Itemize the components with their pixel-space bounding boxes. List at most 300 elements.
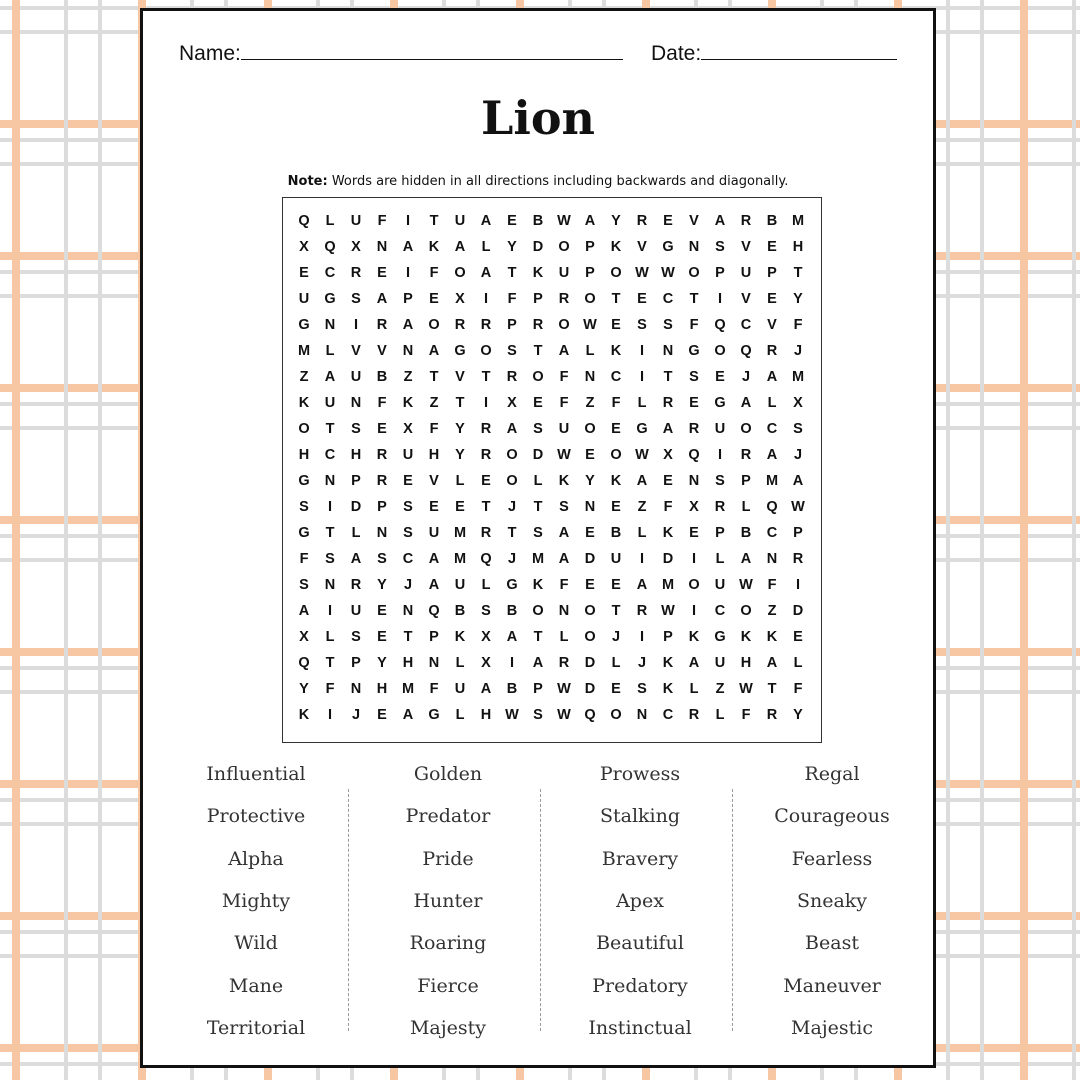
grid-letter[interactable]: A xyxy=(766,369,778,385)
grid-letter[interactable]: K xyxy=(428,239,440,255)
grid-letter[interactable]: T xyxy=(767,681,777,697)
name-field[interactable] xyxy=(179,39,623,66)
name-blank-line[interactable] xyxy=(241,39,623,60)
grid-letter[interactable]: X xyxy=(299,239,309,255)
grid-letter[interactable]: S xyxy=(325,551,335,567)
grid-letter[interactable]: G xyxy=(454,343,466,359)
grid-letter[interactable]: O xyxy=(584,291,596,307)
grid-letter[interactable]: A xyxy=(662,421,674,437)
grid-letter[interactable]: U xyxy=(350,603,362,619)
grid-letter[interactable]: N xyxy=(558,603,570,619)
grid-letter[interactable]: C xyxy=(610,369,622,385)
grid-letter[interactable]: W xyxy=(557,447,571,463)
grid-letter[interactable]: A xyxy=(766,447,778,463)
grid-letter[interactable]: A xyxy=(584,213,596,229)
grid-letter[interactable]: H xyxy=(792,239,804,255)
grid-letter[interactable]: M xyxy=(453,525,467,541)
grid-letter[interactable]: T xyxy=(455,395,465,411)
grid-letter[interactable]: F xyxy=(429,681,439,697)
grid-letter[interactable]: L xyxy=(325,629,335,645)
grid-letter[interactable]: X xyxy=(793,395,803,411)
grid-letter[interactable]: K xyxy=(610,239,622,255)
grid-letter[interactable]: D xyxy=(532,447,544,463)
grid-letter[interactable]: A xyxy=(480,681,492,697)
grid-letter[interactable]: U xyxy=(454,213,466,229)
grid-letter[interactable]: N xyxy=(766,551,778,567)
grid-letter[interactable]: V xyxy=(455,369,465,385)
grid-letter[interactable]: E xyxy=(663,213,673,229)
grid-letter[interactable]: L xyxy=(611,655,621,671)
grid-letter[interactable]: E xyxy=(767,239,777,255)
grid-letter[interactable]: E xyxy=(377,707,387,723)
grid-letter[interactable]: Q xyxy=(428,603,440,619)
grid-letter[interactable]: U xyxy=(350,369,362,385)
grid-letter[interactable]: R xyxy=(558,291,570,307)
grid-letter[interactable]: O xyxy=(584,629,596,645)
grid-letter[interactable]: L xyxy=(767,395,777,411)
grid-letter[interactable]: N xyxy=(584,499,596,515)
grid-letter[interactable]: T xyxy=(663,369,673,385)
grid-letter[interactable]: J xyxy=(507,551,517,567)
grid-letter[interactable]: E xyxy=(481,473,491,489)
grid-letter[interactable]: Q xyxy=(324,239,336,255)
grid-letter[interactable]: A xyxy=(350,551,362,567)
grid-letter[interactable]: A xyxy=(506,421,518,437)
grid-letter[interactable]: P xyxy=(585,265,595,281)
grid-letter[interactable]: S xyxy=(351,291,361,307)
grid-letter[interactable]: A xyxy=(740,395,752,411)
grid-letter[interactable]: O xyxy=(506,473,518,489)
grid-letter[interactable]: E xyxy=(611,317,621,333)
grid-letter[interactable]: K xyxy=(532,577,544,593)
grid-letter[interactable]: P xyxy=(429,629,439,645)
grid-letter[interactable]: X xyxy=(481,629,491,645)
grid-letter[interactable]: I xyxy=(795,577,801,593)
grid-letter[interactable]: T xyxy=(481,369,491,385)
grid-letter[interactable]: X xyxy=(403,421,413,437)
grid-letter[interactable]: K xyxy=(298,707,310,723)
grid-letter[interactable]: A xyxy=(636,577,648,593)
grid-letter[interactable]: S xyxy=(533,707,543,723)
grid-letter[interactable]: K xyxy=(298,395,310,411)
grid-letter[interactable]: R xyxy=(766,707,778,723)
grid-letter[interactable]: O xyxy=(740,603,752,619)
grid-letter[interactable]: X xyxy=(507,395,517,411)
grid-letter[interactable]: Y xyxy=(455,421,465,437)
grid-letter[interactable]: O xyxy=(688,577,700,593)
grid-letter[interactable]: I xyxy=(639,369,645,385)
grid-letter[interactable]: A xyxy=(714,213,726,229)
grid-letter[interactable]: I xyxy=(509,655,515,671)
grid-letter[interactable]: T xyxy=(533,343,543,359)
grid-letter[interactable]: L xyxy=(325,343,335,359)
grid-letter[interactable]: V xyxy=(429,473,439,489)
grid-letter[interactable]: S xyxy=(403,499,413,515)
grid-letter[interactable]: O xyxy=(610,447,622,463)
grid-letter[interactable]: L xyxy=(637,395,647,411)
grid-letter[interactable]: N xyxy=(324,317,336,333)
grid-letter[interactable]: A xyxy=(428,577,440,593)
grid-letter[interactable]: W xyxy=(635,265,649,281)
grid-letter[interactable]: I xyxy=(639,343,645,359)
grid-letter[interactable]: F xyxy=(611,395,621,411)
grid-letter[interactable]: S xyxy=(793,421,803,437)
grid-letter[interactable]: A xyxy=(402,317,414,333)
grid-letter[interactable]: A xyxy=(376,291,388,307)
grid-letter[interactable]: R xyxy=(636,603,648,619)
grid-letter[interactable]: U xyxy=(402,447,414,463)
grid-letter[interactable]: L xyxy=(533,473,543,489)
grid-letter[interactable]: O xyxy=(532,603,544,619)
grid-letter[interactable]: L xyxy=(455,707,465,723)
grid-letter[interactable]: Y xyxy=(793,291,803,307)
grid-letter[interactable]: P xyxy=(585,239,595,255)
grid-letter[interactable]: C xyxy=(324,447,336,463)
grid-letter[interactable]: W xyxy=(739,577,753,593)
grid-letter[interactable]: X xyxy=(299,629,309,645)
grid-letter[interactable]: Y xyxy=(585,473,595,489)
grid-letter[interactable]: F xyxy=(663,499,673,515)
grid-letter[interactable]: A xyxy=(792,473,804,489)
grid-letter[interactable]: R xyxy=(714,499,726,515)
grid-letter[interactable]: Z xyxy=(767,603,777,619)
grid-letter[interactable]: Q xyxy=(584,707,596,723)
grid-letter[interactable]: T xyxy=(611,603,621,619)
grid-letter[interactable]: P xyxy=(403,291,413,307)
grid-letter[interactable]: E xyxy=(429,499,439,515)
grid-letter[interactable]: V xyxy=(637,239,647,255)
grid-letter[interactable]: F xyxy=(429,421,439,437)
grid-letter[interactable]: K xyxy=(402,395,414,411)
grid-letter[interactable]: R xyxy=(454,317,466,333)
grid-letter[interactable]: N xyxy=(402,343,414,359)
grid-letter[interactable]: E xyxy=(403,473,413,489)
grid-letter[interactable]: A xyxy=(402,239,414,255)
grid-letter[interactable]: O xyxy=(688,265,700,281)
grid-letter[interactable]: S xyxy=(715,473,725,489)
grid-letter[interactable]: N xyxy=(662,343,674,359)
grid-letter[interactable]: Z xyxy=(715,681,725,697)
grid-letter[interactable]: O xyxy=(584,421,596,437)
grid-letter[interactable]: G xyxy=(324,291,336,307)
grid-letter[interactable]: I xyxy=(717,447,723,463)
grid-letter[interactable]: G xyxy=(428,707,440,723)
grid-letter[interactable]: S xyxy=(351,629,361,645)
grid-letter[interactable]: Z xyxy=(637,499,647,515)
grid-letter[interactable]: E xyxy=(533,395,543,411)
grid-letter[interactable]: N xyxy=(688,239,700,255)
grid-letter[interactable]: Y xyxy=(299,681,309,697)
grid-letter[interactable]: U xyxy=(558,421,570,437)
grid-letter[interactable]: N xyxy=(584,369,596,385)
grid-letter[interactable]: W xyxy=(661,265,675,281)
grid-letter[interactable]: O xyxy=(298,421,310,437)
grid-letter[interactable]: H xyxy=(350,447,362,463)
grid-letter[interactable]: S xyxy=(637,317,647,333)
grid-letter[interactable]: A xyxy=(766,655,778,671)
grid-letter[interactable]: L xyxy=(689,681,699,697)
grid-letter[interactable]: D xyxy=(792,603,804,619)
grid-letter[interactable]: F xyxy=(377,213,387,229)
grid-letter[interactable]: C xyxy=(662,707,674,723)
grid-letter[interactable]: R xyxy=(766,343,778,359)
grid-letter[interactable]: H xyxy=(480,707,492,723)
grid-letter[interactable]: W xyxy=(739,681,753,697)
grid-letter[interactable]: M xyxy=(531,551,545,567)
grid-letter[interactable]: E xyxy=(377,629,387,645)
grid-letter[interactable]: M xyxy=(791,213,805,229)
grid-letter[interactable]: J xyxy=(611,629,621,645)
grid-letter[interactable]: L xyxy=(325,213,335,229)
grid-letter[interactable]: P xyxy=(767,265,777,281)
grid-letter[interactable]: B xyxy=(610,525,622,541)
grid-letter[interactable]: W xyxy=(557,707,571,723)
grid-letter[interactable]: O xyxy=(584,603,596,619)
grid-letter[interactable]: Q xyxy=(766,499,778,515)
grid-letter[interactable]: W xyxy=(557,681,571,697)
grid-letter[interactable]: Z xyxy=(299,369,309,385)
grid-letter[interactable]: K xyxy=(662,525,674,541)
grid-letter[interactable]: K xyxy=(610,473,622,489)
grid-letter[interactable]: K xyxy=(662,681,674,697)
grid-letter[interactable]: A xyxy=(688,655,700,671)
grid-letter[interactable]: B xyxy=(766,213,778,229)
grid-letter[interactable]: E xyxy=(377,421,387,437)
grid-letter[interactable]: R xyxy=(376,473,388,489)
grid-letter[interactable]: O xyxy=(740,421,752,437)
grid-letter[interactable]: G xyxy=(636,421,648,437)
grid-letter[interactable]: R xyxy=(740,447,752,463)
grid-letter[interactable]: W xyxy=(791,499,805,515)
grid-letter[interactable]: T xyxy=(481,499,491,515)
grid-letter[interactable]: I xyxy=(405,213,411,229)
grid-letter[interactable]: N xyxy=(324,577,336,593)
grid-letter[interactable]: A xyxy=(740,551,752,567)
grid-letter[interactable]: C xyxy=(662,291,674,307)
grid-letter[interactable]: A xyxy=(558,551,570,567)
grid-letter[interactable]: I xyxy=(483,395,489,411)
grid-letter[interactable]: O xyxy=(480,343,492,359)
grid-letter[interactable]: O xyxy=(610,265,622,281)
grid-letter[interactable]: C xyxy=(402,551,414,567)
grid-letter[interactable]: D xyxy=(662,551,674,567)
grid-letter[interactable]: Q xyxy=(298,213,310,229)
grid-letter[interactable]: F xyxy=(741,707,751,723)
grid-letter[interactable]: M xyxy=(297,343,311,359)
grid-letter[interactable]: S xyxy=(377,551,387,567)
grid-letter[interactable]: T xyxy=(533,629,543,645)
grid-letter[interactable]: J xyxy=(637,655,647,671)
grid-letter[interactable]: B xyxy=(506,681,518,697)
grid-letter[interactable]: P xyxy=(741,473,751,489)
grid-letter[interactable]: W xyxy=(661,603,675,619)
grid-letter[interactable]: R xyxy=(480,421,492,437)
grid-letter[interactable]: K xyxy=(558,473,570,489)
grid-letter[interactable]: K xyxy=(688,629,700,645)
grid-letter[interactable]: A xyxy=(428,343,440,359)
grid-letter[interactable]: W xyxy=(505,707,519,723)
grid-letter[interactable]: F xyxy=(507,291,517,307)
grid-letter[interactable]: Y xyxy=(377,577,387,593)
grid-letter[interactable]: L xyxy=(481,239,491,255)
grid-letter[interactable]: L xyxy=(481,577,491,593)
grid-letter[interactable]: E xyxy=(611,499,621,515)
grid-letter[interactable]: I xyxy=(327,707,333,723)
grid-letter[interactable]: E xyxy=(585,577,595,593)
grid-letter[interactable]: A xyxy=(480,265,492,281)
grid-letter[interactable]: G xyxy=(714,629,726,645)
grid-letter[interactable]: Q xyxy=(480,551,492,567)
grid-letter[interactable]: P xyxy=(715,525,725,541)
grid-letter[interactable]: G xyxy=(298,525,310,541)
grid-letter[interactable]: G xyxy=(714,395,726,411)
grid-letter[interactable]: Q xyxy=(740,343,752,359)
grid-letter[interactable]: T xyxy=(325,525,335,541)
grid-letter[interactable]: U xyxy=(714,577,726,593)
grid-letter[interactable]: L xyxy=(715,551,725,567)
grid-letter[interactable]: I xyxy=(327,603,333,619)
grid-letter[interactable]: J xyxy=(793,343,803,359)
grid-letter[interactable]: E xyxy=(611,421,621,437)
grid-letter[interactable]: A xyxy=(454,239,466,255)
grid-letter[interactable]: S xyxy=(299,577,309,593)
grid-letter[interactable]: S xyxy=(715,239,725,255)
grid-letter[interactable]: X xyxy=(481,655,491,671)
grid-letter[interactable]: S xyxy=(689,369,699,385)
grid-letter[interactable]: M xyxy=(453,551,467,567)
grid-letter[interactable]: J xyxy=(793,447,803,463)
grid-letter[interactable]: F xyxy=(559,369,569,385)
grid-letter[interactable]: V xyxy=(689,213,699,229)
grid-letter[interactable]: K xyxy=(740,629,752,645)
grid-letter[interactable]: L xyxy=(559,629,569,645)
grid-letter[interactable]: P xyxy=(351,655,361,671)
grid-letter[interactable]: F xyxy=(767,577,777,593)
grid-letter[interactable]: G xyxy=(662,239,674,255)
grid-letter[interactable]: T xyxy=(429,213,439,229)
grid-letter[interactable]: O xyxy=(532,369,544,385)
grid-letter[interactable]: N xyxy=(376,525,388,541)
grid-letter[interactable]: A xyxy=(324,369,336,385)
grid-letter[interactable]: F xyxy=(299,551,309,567)
grid-letter[interactable]: P xyxy=(533,681,543,697)
grid-letter[interactable]: T xyxy=(325,421,335,437)
grid-letter[interactable]: S xyxy=(403,525,413,541)
grid-letter[interactable]: E xyxy=(507,213,517,229)
grid-letter[interactable]: E xyxy=(715,369,725,385)
grid-letter[interactable]: C xyxy=(324,265,336,281)
grid-letter[interactable]: J xyxy=(351,707,361,723)
grid-letter[interactable]: X xyxy=(455,291,465,307)
grid-letter[interactable]: B xyxy=(740,525,752,541)
grid-letter[interactable]: F xyxy=(559,395,569,411)
grid-letter[interactable]: F xyxy=(429,265,439,281)
grid-letter[interactable]: R xyxy=(480,447,492,463)
grid-letter[interactable]: V xyxy=(377,343,387,359)
grid-letter[interactable]: U xyxy=(454,577,466,593)
grid-letter[interactable]: Z xyxy=(585,395,595,411)
grid-letter[interactable]: L xyxy=(741,499,751,515)
grid-letter[interactable]: P xyxy=(793,525,803,541)
grid-letter[interactable]: A xyxy=(506,629,518,645)
grid-letter[interactable]: C xyxy=(714,603,726,619)
grid-letter[interactable]: W xyxy=(583,317,597,333)
grid-letter[interactable]: T xyxy=(793,265,803,281)
grid-letter[interactable]: E xyxy=(377,265,387,281)
grid-letter[interactable]: M xyxy=(661,577,675,593)
grid-letter[interactable]: K xyxy=(454,629,466,645)
grid-letter[interactable]: C xyxy=(766,421,778,437)
grid-letter[interactable]: U xyxy=(350,213,362,229)
grid-letter[interactable]: S xyxy=(507,343,517,359)
grid-letter[interactable]: I xyxy=(691,551,697,567)
grid-letter[interactable]: F xyxy=(377,395,387,411)
grid-letter[interactable]: N xyxy=(324,473,336,489)
grid-letter[interactable]: O xyxy=(714,343,726,359)
grid-letter[interactable]: H xyxy=(376,681,388,697)
grid-letter[interactable]: H xyxy=(402,655,414,671)
grid-letter[interactable]: U xyxy=(610,551,622,567)
grid-letter[interactable]: U xyxy=(324,395,336,411)
grid-letter[interactable]: E xyxy=(793,629,803,645)
grid-letter[interactable]: E xyxy=(585,525,595,541)
grid-letter[interactable]: E xyxy=(663,473,673,489)
grid-letter[interactable]: M xyxy=(791,369,805,385)
grid-letter[interactable]: R xyxy=(792,551,804,567)
grid-letter[interactable]: U xyxy=(454,681,466,697)
grid-letter[interactable]: S xyxy=(533,421,543,437)
grid-letter[interactable]: J xyxy=(741,369,751,385)
grid-letter[interactable]: O xyxy=(506,447,518,463)
grid-letter[interactable]: A xyxy=(636,473,648,489)
grid-letter[interactable]: Y xyxy=(611,213,621,229)
grid-letter[interactable]: A xyxy=(298,603,310,619)
grid-letter[interactable]: W xyxy=(557,213,571,229)
grid-letter[interactable]: I xyxy=(483,291,489,307)
grid-letter[interactable]: V xyxy=(351,343,361,359)
grid-letter[interactable]: N xyxy=(376,239,388,255)
grid-letter[interactable]: Y xyxy=(455,447,465,463)
grid-letter[interactable]: G xyxy=(688,343,700,359)
grid-letter[interactable]: B xyxy=(376,369,388,385)
grid-letter[interactable]: A xyxy=(532,655,544,671)
grid-letter[interactable]: N xyxy=(350,395,362,411)
grid-letter[interactable]: H xyxy=(428,447,440,463)
grid-letter[interactable]: T xyxy=(403,629,413,645)
grid-letter[interactable]: I xyxy=(639,629,645,645)
grid-letter[interactable]: R xyxy=(376,317,388,333)
grid-letter[interactable]: E xyxy=(377,603,387,619)
grid-letter[interactable]: R xyxy=(662,395,674,411)
grid-letter[interactable]: R xyxy=(532,317,544,333)
grid-letter[interactable]: R xyxy=(480,525,492,541)
grid-letter[interactable]: V xyxy=(767,317,777,333)
grid-letter[interactable]: X xyxy=(663,447,673,463)
grid-letter[interactable]: Q xyxy=(688,447,700,463)
grid-letter[interactable]: I xyxy=(405,265,411,281)
grid-letter[interactable]: E xyxy=(689,395,699,411)
grid-letter[interactable]: U xyxy=(714,421,726,437)
grid-letter[interactable]: L xyxy=(637,525,647,541)
grid-letter[interactable]: E xyxy=(429,291,439,307)
grid-letter[interactable]: A xyxy=(558,343,570,359)
grid-letter[interactable]: L xyxy=(585,343,595,359)
grid-letter[interactable]: H xyxy=(298,447,310,463)
grid-letter[interactable]: B xyxy=(532,213,544,229)
grid-letter[interactable]: E xyxy=(767,291,777,307)
grid-letter[interactable]: M xyxy=(765,473,779,489)
grid-letter[interactable]: T xyxy=(611,291,621,307)
